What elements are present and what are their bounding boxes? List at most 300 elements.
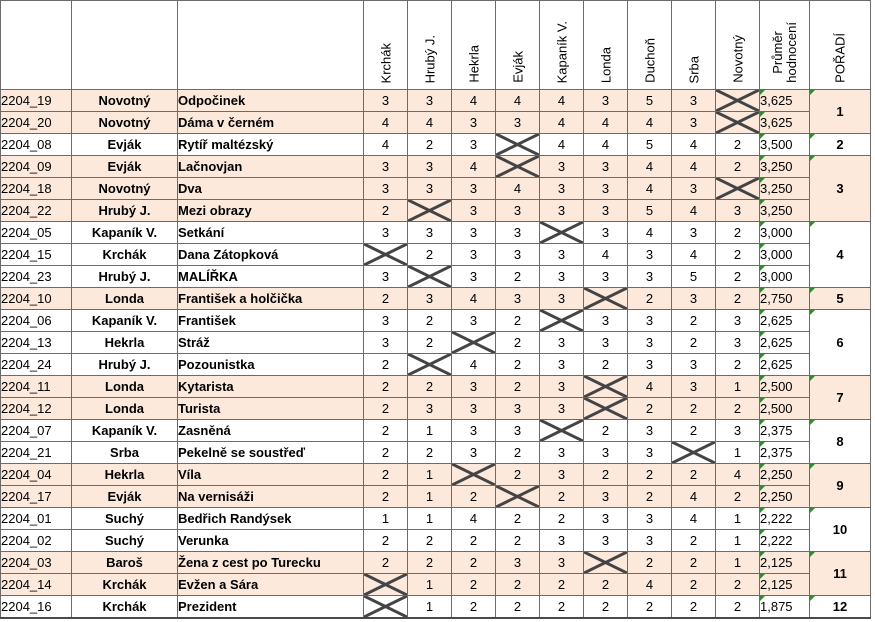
score-cell[interactable]: 4 xyxy=(540,112,584,134)
score-cell[interactable]: 3 xyxy=(364,90,408,112)
score-cell[interactable]: 3 xyxy=(540,288,584,310)
score-cell[interactable]: 4 xyxy=(452,354,496,376)
score-cell[interactable]: 3 xyxy=(364,222,408,244)
score-cell[interactable]: 1 xyxy=(716,552,760,574)
score-cell[interactable]: 3 xyxy=(584,310,628,332)
score-cell[interactable]: 3 xyxy=(540,332,584,354)
score-cell-excluded[interactable] xyxy=(452,464,496,486)
author-cell[interactable]: Novotný xyxy=(72,178,178,200)
score-cell-excluded[interactable] xyxy=(584,376,628,398)
header-rank[interactable] xyxy=(810,1,871,90)
photo-code-cell[interactable]: 2204_23 xyxy=(1,266,72,288)
photo-title-cell[interactable]: Víla xyxy=(178,464,364,486)
score-cell[interactable]: 1 xyxy=(408,486,452,508)
score-cell[interactable]: 3 xyxy=(364,266,408,288)
score-cell[interactable]: 3 xyxy=(540,244,584,266)
score-cell[interactable]: 4 xyxy=(628,156,672,178)
score-cell[interactable]: 3 xyxy=(452,112,496,134)
photo-title-cell[interactable]: Evžen a Sára xyxy=(178,574,364,596)
score-cell[interactable]: 2 xyxy=(496,310,540,332)
score-cell[interactable]: 2 xyxy=(628,486,672,508)
photo-code-cell[interactable]: 2204_08 xyxy=(1,134,72,156)
score-cell[interactable]: 2 xyxy=(364,354,408,376)
header-judge-3[interactable] xyxy=(452,1,496,90)
score-cell[interactable]: 3 xyxy=(672,178,716,200)
photo-code-cell[interactable]: 2204_17 xyxy=(1,486,72,508)
author-cell[interactable]: Hrubý J. xyxy=(72,266,178,288)
score-cell[interactable]: 2 xyxy=(496,574,540,596)
score-cell[interactable]: 3 xyxy=(408,398,452,420)
photo-code-cell[interactable]: 2204_10 xyxy=(1,288,72,310)
score-cell[interactable]: 3 xyxy=(496,244,540,266)
photo-code-cell[interactable]: 2204_05 xyxy=(1,222,72,244)
score-cell[interactable]: 4 xyxy=(716,464,760,486)
average-cell[interactable]: 2,625 xyxy=(760,332,810,354)
score-cell[interactable]: 3 xyxy=(584,332,628,354)
photo-code-cell[interactable]: 2204_13 xyxy=(1,332,72,354)
average-cell[interactable]: 3,000 xyxy=(760,266,810,288)
author-cell[interactable]: Evják xyxy=(72,134,178,156)
score-cell[interactable]: 1 xyxy=(716,530,760,552)
score-cell[interactable]: 3 xyxy=(672,288,716,310)
photo-title-cell[interactable]: Žena z cest po Turecku xyxy=(178,552,364,574)
score-cell-excluded[interactable] xyxy=(496,156,540,178)
score-cell[interactable]: 4 xyxy=(628,376,672,398)
score-cell[interactable]: 1 xyxy=(408,508,452,530)
table-row[interactable] xyxy=(1,420,871,442)
photo-code-cell[interactable]: 2204_06 xyxy=(1,310,72,332)
header-code[interactable] xyxy=(1,1,72,90)
header-average[interactable] xyxy=(760,1,810,90)
score-cell[interactable]: 2 xyxy=(716,486,760,508)
score-cell[interactable]: 2 xyxy=(584,596,628,619)
table-row[interactable] xyxy=(1,552,871,574)
score-cell[interactable]: 4 xyxy=(496,178,540,200)
rank-cell[interactable]: 8 xyxy=(810,420,871,464)
table-row[interactable] xyxy=(1,574,871,596)
score-cell[interactable]: 2 xyxy=(364,530,408,552)
score-cell[interactable]: 4 xyxy=(628,112,672,134)
score-cell[interactable]: 3 xyxy=(716,420,760,442)
author-cell[interactable]: Londa xyxy=(72,376,178,398)
photo-title-cell[interactable]: Zasněná xyxy=(178,420,364,442)
score-cell[interactable]: 3 xyxy=(452,398,496,420)
table-row[interactable] xyxy=(1,596,871,619)
score-cell-excluded[interactable] xyxy=(496,486,540,508)
score-cell[interactable]: 4 xyxy=(628,222,672,244)
author-cell[interactable]: Londa xyxy=(72,398,178,420)
score-cell[interactable]: 3 xyxy=(496,200,540,222)
average-cell[interactable]: 2,375 xyxy=(760,442,810,464)
score-cell-excluded[interactable] xyxy=(716,178,760,200)
photo-code-cell[interactable]: 2204_01 xyxy=(1,508,72,530)
score-cell[interactable]: 2 xyxy=(496,354,540,376)
average-cell[interactable]: 2,250 xyxy=(760,486,810,508)
average-cell[interactable]: 3,250 xyxy=(760,178,810,200)
average-cell[interactable]: 2,125 xyxy=(760,552,810,574)
author-cell[interactable]: Suchý xyxy=(72,508,178,530)
photo-title-cell[interactable]: Na vernisáži xyxy=(178,486,364,508)
author-cell[interactable]: Hekrla xyxy=(72,464,178,486)
score-cell[interactable]: 2 xyxy=(496,442,540,464)
score-cell[interactable]: 2 xyxy=(672,420,716,442)
score-cell[interactable]: 2 xyxy=(408,530,452,552)
rank-cell[interactable]: 6 xyxy=(810,310,871,376)
score-cell[interactable]: 4 xyxy=(452,156,496,178)
score-cell[interactable]: 2 xyxy=(540,596,584,619)
average-cell[interactable]: 3,250 xyxy=(760,200,810,222)
score-cell-excluded[interactable] xyxy=(716,90,760,112)
photo-code-cell[interactable]: 2204_12 xyxy=(1,398,72,420)
score-cell[interactable]: 4 xyxy=(540,90,584,112)
score-cell[interactable]: 2 xyxy=(716,596,760,619)
author-cell[interactable]: Novotný xyxy=(72,112,178,134)
header-author[interactable] xyxy=(72,1,178,90)
score-cell[interactable]: 3 xyxy=(584,90,628,112)
score-cell[interactable]: 2 xyxy=(496,376,540,398)
average-cell[interactable]: 1,875 xyxy=(760,596,810,619)
score-cell-excluded[interactable] xyxy=(496,134,540,156)
score-cell[interactable]: 4 xyxy=(672,134,716,156)
author-cell[interactable]: Krchák xyxy=(72,574,178,596)
score-cell[interactable]: 2 xyxy=(496,332,540,354)
score-cell[interactable]: 2 xyxy=(628,596,672,619)
rank-cell[interactable]: 11 xyxy=(810,552,871,596)
rank-cell[interactable]: 12 xyxy=(810,596,871,619)
author-cell[interactable]: Hrubý J. xyxy=(72,354,178,376)
score-cell[interactable]: 2 xyxy=(540,574,584,596)
photo-code-cell[interactable]: 2204_19 xyxy=(1,90,72,112)
author-cell[interactable]: Krchák xyxy=(72,596,178,619)
score-cell[interactable]: 2 xyxy=(452,530,496,552)
average-cell[interactable]: 2,625 xyxy=(760,354,810,376)
score-cell[interactable]: 4 xyxy=(584,244,628,266)
author-cell[interactable]: Hrubý J. xyxy=(72,200,178,222)
score-cell[interactable]: 2 xyxy=(408,442,452,464)
score-cell[interactable]: 4 xyxy=(672,508,716,530)
score-cell[interactable]: 2 xyxy=(496,266,540,288)
score-cell[interactable]: 3 xyxy=(540,552,584,574)
score-cell[interactable]: 3 xyxy=(540,530,584,552)
header-judge-2[interactable] xyxy=(408,1,452,90)
photo-title-cell[interactable]: Dva xyxy=(178,178,364,200)
score-cell-excluded[interactable] xyxy=(540,420,584,442)
score-cell[interactable]: 3 xyxy=(584,266,628,288)
score-cell[interactable]: 4 xyxy=(452,288,496,310)
score-cell[interactable]: 2 xyxy=(584,464,628,486)
score-cell[interactable]: 4 xyxy=(628,574,672,596)
score-cell[interactable]: 4 xyxy=(672,156,716,178)
score-cell[interactable]: 2 xyxy=(408,552,452,574)
table-row[interactable] xyxy=(1,398,871,420)
score-cell[interactable]: 3 xyxy=(408,156,452,178)
score-cell[interactable]: 2 xyxy=(364,288,408,310)
score-cell[interactable]: 2 xyxy=(364,442,408,464)
score-cell[interactable]: 3 xyxy=(452,134,496,156)
author-cell[interactable]: Evják xyxy=(72,486,178,508)
table-row[interactable] xyxy=(1,134,871,156)
score-cell[interactable]: 3 xyxy=(452,376,496,398)
score-cell[interactable]: 2 xyxy=(672,530,716,552)
table-row[interactable] xyxy=(1,354,871,376)
score-cell[interactable]: 3 xyxy=(364,156,408,178)
header-title[interactable] xyxy=(178,1,364,90)
score-cell[interactable]: 2 xyxy=(672,574,716,596)
photo-title-cell[interactable]: František xyxy=(178,310,364,332)
score-cell[interactable]: 4 xyxy=(364,134,408,156)
score-cell[interactable]: 3 xyxy=(628,420,672,442)
score-cell[interactable]: 4 xyxy=(452,508,496,530)
score-cell[interactable]: 2 xyxy=(496,508,540,530)
score-cell[interactable]: 2 xyxy=(364,420,408,442)
score-cell[interactable]: 2 xyxy=(364,376,408,398)
author-cell[interactable]: Londa xyxy=(72,288,178,310)
photo-code-cell[interactable]: 2204_21 xyxy=(1,442,72,464)
header-judge-8[interactable] xyxy=(672,1,716,90)
author-cell[interactable]: Kapaník V. xyxy=(72,310,178,332)
score-cell[interactable]: 1 xyxy=(716,376,760,398)
photo-title-cell[interactable]: Rytíř maltézský xyxy=(178,134,364,156)
photo-code-cell[interactable]: 2204_04 xyxy=(1,464,72,486)
author-cell[interactable]: Suchý xyxy=(72,530,178,552)
score-cell[interactable]: 3 xyxy=(540,464,584,486)
rank-cell[interactable]: 9 xyxy=(810,464,871,508)
photo-title-cell[interactable]: Lačnovjan xyxy=(178,156,364,178)
photo-title-cell[interactable]: Dáma v černém xyxy=(178,112,364,134)
photo-code-cell[interactable]: 2204_03 xyxy=(1,552,72,574)
score-cell[interactable]: 1 xyxy=(408,596,452,619)
score-cell[interactable]: 2 xyxy=(364,464,408,486)
rank-cell[interactable]: 5 xyxy=(810,288,871,310)
score-cell[interactable]: 2 xyxy=(716,288,760,310)
table-row[interactable] xyxy=(1,178,871,200)
photo-code-cell[interactable]: 2204_14 xyxy=(1,574,72,596)
score-cell[interactable]: 3 xyxy=(452,266,496,288)
score-cell[interactable]: 3 xyxy=(672,354,716,376)
score-cell[interactable]: 2 xyxy=(672,310,716,332)
score-cell[interactable]: 2 xyxy=(628,398,672,420)
score-cell[interactable]: 3 xyxy=(452,200,496,222)
rank-cell[interactable]: 1 xyxy=(810,90,871,134)
score-cell[interactable]: 3 xyxy=(584,178,628,200)
score-cell[interactable]: 4 xyxy=(584,134,628,156)
score-cell[interactable]: 4 xyxy=(364,112,408,134)
score-cell-excluded[interactable] xyxy=(364,596,408,619)
photo-title-cell[interactable]: Setkání xyxy=(178,222,364,244)
author-cell[interactable]: Krchák xyxy=(72,244,178,266)
score-cell-excluded[interactable] xyxy=(540,222,584,244)
score-cell[interactable]: 3 xyxy=(452,420,496,442)
author-cell[interactable]: Srba xyxy=(72,442,178,464)
average-cell[interactable]: 2,375 xyxy=(760,420,810,442)
score-cell[interactable]: 3 xyxy=(496,420,540,442)
score-cell[interactable]: 2 xyxy=(584,574,628,596)
score-cell[interactable]: 2 xyxy=(408,244,452,266)
average-cell[interactable]: 3,000 xyxy=(760,222,810,244)
score-cell-excluded[interactable] xyxy=(408,266,452,288)
average-cell[interactable]: 3,500 xyxy=(760,134,810,156)
photo-code-cell[interactable]: 2204_24 xyxy=(1,354,72,376)
score-cell[interactable]: 1 xyxy=(364,508,408,530)
score-cell[interactable]: 2 xyxy=(628,464,672,486)
score-cell[interactable]: 2 xyxy=(628,288,672,310)
score-cell[interactable]: 3 xyxy=(452,178,496,200)
score-cell-excluded[interactable] xyxy=(408,354,452,376)
score-cell[interactable]: 4 xyxy=(496,90,540,112)
average-cell[interactable]: 2,750 xyxy=(760,288,810,310)
photo-title-cell[interactable]: Mezi obrazy xyxy=(178,200,364,222)
score-cell[interactable]: 3 xyxy=(540,156,584,178)
table-row[interactable] xyxy=(1,376,871,398)
average-cell[interactable]: 2,222 xyxy=(760,508,810,530)
score-cell[interactable]: 2 xyxy=(496,464,540,486)
photo-title-cell[interactable]: Bedřich Randýsek xyxy=(178,508,364,530)
score-cell[interactable]: 3 xyxy=(628,310,672,332)
header-judge-9[interactable] xyxy=(716,1,760,90)
table-row[interactable] xyxy=(1,200,871,222)
score-cell[interactable]: 3 xyxy=(584,442,628,464)
score-cell[interactable]: 2 xyxy=(496,596,540,619)
table-row[interactable] xyxy=(1,222,871,244)
average-cell[interactable]: 3,625 xyxy=(760,90,810,112)
table-row[interactable] xyxy=(1,442,871,464)
average-cell[interactable]: 2,500 xyxy=(760,398,810,420)
score-cell[interactable]: 4 xyxy=(408,112,452,134)
score-cell[interactable]: 3 xyxy=(496,112,540,134)
average-cell[interactable]: 2,250 xyxy=(760,464,810,486)
header-judge-7[interactable] xyxy=(628,1,672,90)
score-cell[interactable]: 2 xyxy=(408,310,452,332)
score-cell[interactable]: 3 xyxy=(584,486,628,508)
score-cell[interactable]: 1 xyxy=(716,508,760,530)
score-cell[interactable]: 3 xyxy=(584,200,628,222)
author-cell[interactable]: Baroš xyxy=(72,552,178,574)
score-cell-excluded[interactable] xyxy=(584,552,628,574)
table-row[interactable] xyxy=(1,310,871,332)
score-cell[interactable]: 3 xyxy=(628,244,672,266)
score-cell-excluded[interactable] xyxy=(672,442,716,464)
photo-title-cell[interactable]: Kytarista xyxy=(178,376,364,398)
rank-cell[interactable]: 4 xyxy=(810,222,871,288)
photo-title-cell[interactable]: František a holčička xyxy=(178,288,364,310)
score-cell[interactable]: 4 xyxy=(672,200,716,222)
score-cell[interactable]: 2 xyxy=(364,200,408,222)
score-cell[interactable]: 2 xyxy=(672,596,716,619)
score-cell[interactable]: 2 xyxy=(672,464,716,486)
score-cell[interactable]: 3 xyxy=(628,266,672,288)
average-cell[interactable]: 2,222 xyxy=(760,530,810,552)
table-row[interactable] xyxy=(1,464,871,486)
photo-title-cell[interactable]: Stráž xyxy=(178,332,364,354)
score-cell[interactable]: 3 xyxy=(408,222,452,244)
score-cell[interactable]: 5 xyxy=(628,90,672,112)
author-cell[interactable]: Kapaník V. xyxy=(72,420,178,442)
rank-cell[interactable]: 2 xyxy=(810,134,871,156)
photo-code-cell[interactable]: 2204_15 xyxy=(1,244,72,266)
score-cell[interactable]: 2 xyxy=(628,552,672,574)
score-cell[interactable]: 2 xyxy=(408,376,452,398)
photo-title-cell[interactable]: Verunka xyxy=(178,530,364,552)
photo-title-cell[interactable]: MALÍŘKA xyxy=(178,266,364,288)
score-cell[interactable]: 2 xyxy=(716,134,760,156)
score-cell[interactable]: 2 xyxy=(716,244,760,266)
rank-cell[interactable]: 7 xyxy=(810,376,871,420)
score-cell[interactable]: 3 xyxy=(584,156,628,178)
score-cell[interactable]: 2 xyxy=(364,486,408,508)
score-cell[interactable]: 2 xyxy=(716,574,760,596)
score-cell[interactable]: 2 xyxy=(672,398,716,420)
score-cell[interactable]: 1 xyxy=(408,574,452,596)
table-row[interactable] xyxy=(1,530,871,552)
score-cell[interactable]: 3 xyxy=(540,200,584,222)
average-cell[interactable]: 2,500 xyxy=(760,376,810,398)
score-cell[interactable]: 2 xyxy=(452,596,496,619)
score-cell[interactable]: 3 xyxy=(540,354,584,376)
author-cell[interactable]: Evják xyxy=(72,156,178,178)
score-cell[interactable]: 3 xyxy=(452,244,496,266)
score-cell[interactable]: 4 xyxy=(540,134,584,156)
score-cell[interactable]: 3 xyxy=(540,398,584,420)
score-cell-excluded[interactable] xyxy=(584,398,628,420)
score-cell[interactable]: 3 xyxy=(584,222,628,244)
score-cell[interactable]: 2 xyxy=(452,552,496,574)
score-cell[interactable]: 5 xyxy=(672,266,716,288)
score-cell[interactable]: 3 xyxy=(540,266,584,288)
score-cell[interactable]: 3 xyxy=(672,90,716,112)
average-cell[interactable]: 2,625 xyxy=(760,310,810,332)
header-judge-1[interactable] xyxy=(364,1,408,90)
score-cell-excluded[interactable] xyxy=(452,332,496,354)
photo-title-cell[interactable]: Pozounistka xyxy=(178,354,364,376)
table-row[interactable] xyxy=(1,156,871,178)
score-cell[interactable]: 2 xyxy=(584,420,628,442)
score-cell[interactable]: 3 xyxy=(628,332,672,354)
score-cell[interactable]: 3 xyxy=(672,376,716,398)
score-cell[interactable]: 2 xyxy=(496,530,540,552)
table-row[interactable] xyxy=(1,244,871,266)
photo-code-cell[interactable]: 2204_09 xyxy=(1,156,72,178)
score-cell[interactable]: 2 xyxy=(716,398,760,420)
score-cell[interactable]: 1 xyxy=(716,442,760,464)
score-cell[interactable]: 2 xyxy=(672,552,716,574)
rank-cell[interactable]: 3 xyxy=(810,156,871,222)
score-cell[interactable]: 2 xyxy=(716,156,760,178)
table-row[interactable] xyxy=(1,266,871,288)
table-row[interactable] xyxy=(1,90,871,112)
photo-code-cell[interactable]: 2204_16 xyxy=(1,596,72,619)
author-cell[interactable]: Hekrla xyxy=(72,332,178,354)
score-cell[interactable]: 3 xyxy=(540,376,584,398)
table-row[interactable] xyxy=(1,508,871,530)
score-cell[interactable]: 3 xyxy=(672,222,716,244)
score-cell[interactable]: 1 xyxy=(408,420,452,442)
table-row[interactable] xyxy=(1,486,871,508)
photo-code-cell[interactable]: 2204_11 xyxy=(1,376,72,398)
score-cell[interactable]: 5 xyxy=(628,200,672,222)
score-cell[interactable]: 3 xyxy=(716,200,760,222)
score-cell[interactable]: 3 xyxy=(496,552,540,574)
score-cell[interactable]: 2 xyxy=(452,574,496,596)
author-cell[interactable]: Novotný xyxy=(72,90,178,112)
photo-title-cell[interactable]: Odpočinek xyxy=(178,90,364,112)
score-cell[interactable]: 3 xyxy=(628,354,672,376)
score-cell[interactable]: 3 xyxy=(364,332,408,354)
average-cell[interactable]: 3,250 xyxy=(760,156,810,178)
score-cell[interactable]: 2 xyxy=(716,354,760,376)
score-cell[interactable]: 2 xyxy=(716,222,760,244)
score-cell[interactable]: 3 xyxy=(496,288,540,310)
author-cell[interactable]: Kapaník V. xyxy=(72,222,178,244)
